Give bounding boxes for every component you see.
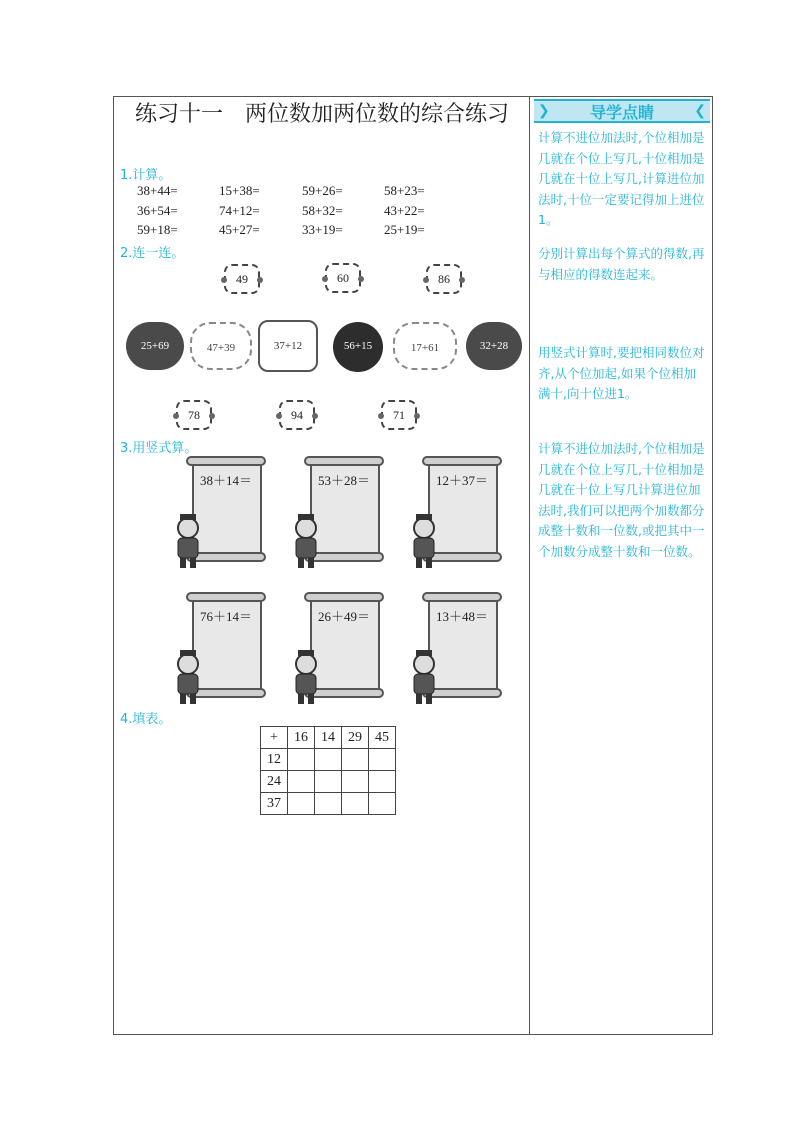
scroll-expression: 76＋14＝: [200, 609, 253, 624]
section-1-heading: 1.计算。: [120, 168, 172, 183]
answer-tag[interactable]: 86: [426, 264, 462, 294]
table-cell[interactable]: [369, 749, 396, 771]
calc-item: 43+22=: [384, 203, 425, 218]
chevron-left-icon: ❮: [694, 104, 706, 119]
calc-item: 15+38=: [219, 183, 260, 198]
table-row-header: 24: [261, 771, 288, 793]
hint-text: 计算不进位加法时,个位相加是几就在个位上写几,十位相加是几就在十位上写几,计算进位加法时,十位一定要记得加上进位1。: [538, 130, 705, 228]
pig-character-icon: [288, 514, 324, 570]
section-4-heading: 4.填表。: [120, 712, 172, 727]
table-cell[interactable]: [288, 749, 315, 771]
page-title: 练习十一 两位数加两位数的综合练习: [134, 102, 509, 127]
scroll-expression: 26＋49＝: [318, 609, 371, 624]
calc-item: 59+18=: [137, 222, 178, 237]
calc-item: 59+26=: [302, 183, 343, 198]
column-divider: [529, 96, 530, 1035]
table-col-header: 16: [288, 727, 315, 749]
pig-character-icon: [288, 650, 324, 706]
pig-character-icon: [170, 514, 206, 570]
table-col-header: 29: [342, 727, 369, 749]
pig-expression[interactable]: 32+28: [466, 322, 522, 370]
section-3-heading: 3.用竖式算。: [120, 441, 198, 456]
table-cell[interactable]: [315, 749, 342, 771]
calc-item: 36+54=: [137, 203, 178, 218]
answer-tag[interactable]: 49: [224, 264, 260, 294]
calc-item: 58+32=: [302, 203, 343, 218]
pig-expression[interactable]: 25+69: [126, 322, 184, 370]
table-col-header: 14: [315, 727, 342, 749]
answer-tag[interactable]: 60: [325, 263, 361, 293]
hint-text: 分别计算出每个算式的得数,再与相应的得数连起来。: [538, 246, 705, 282]
addition-table: [260, 726, 396, 815]
table-row-header: 37: [261, 793, 288, 815]
table-cell[interactable]: [369, 793, 396, 815]
scroll-expression: 53＋28＝: [318, 473, 371, 488]
table-cell[interactable]: [342, 771, 369, 793]
table-row-header: 12: [261, 749, 288, 771]
hint-text: 用竖式计算时,要把相同数位对齐,从个位加起,如果个位相加满十,向十位进1。: [538, 345, 705, 402]
dog-expression[interactable]: 37+12: [258, 320, 318, 372]
sheep-expression[interactable]: 47+39: [190, 322, 252, 370]
hint-text: 计算不进位加法时,个位相加是几就在个位上写几,十位相加是几就在十位上写几计算进位加法时,我们可以把两个加数都分成整十数和一位数,或把其中一个加数分成整十数和一位数。: [538, 441, 705, 559]
section-2-heading: 2.连一连。: [120, 246, 185, 261]
calc-item: 74+12=: [219, 203, 260, 218]
calc-item: 45+27=: [219, 222, 260, 237]
pig-character-icon: [406, 514, 442, 570]
scroll-expression: 13＋48＝: [436, 609, 489, 624]
table-col-header: 45: [369, 727, 396, 749]
hint-header: [534, 99, 710, 123]
pig-character-icon: [170, 650, 206, 706]
calc-item: 25+19=: [384, 222, 425, 237]
calc-item: 58+23=: [384, 183, 425, 198]
scroll-expression: 38＋14＝: [200, 473, 253, 488]
calc-item: 33+19=: [302, 222, 343, 237]
calc-item: 38+44=: [137, 183, 178, 198]
table-cell[interactable]: [288, 793, 315, 815]
table-cell[interactable]: [288, 771, 315, 793]
scroll-expression: 12＋37＝: [436, 473, 489, 488]
table-cell[interactable]: [369, 771, 396, 793]
pig-character-icon: [406, 650, 442, 706]
sheep-expression[interactable]: 17+61: [393, 322, 457, 370]
answer-tag[interactable]: 94: [279, 400, 315, 430]
table-cell[interactable]: [315, 793, 342, 815]
answer-tag[interactable]: 71: [381, 400, 417, 430]
table-cell[interactable]: [315, 771, 342, 793]
apple-expression[interactable]: 56+15: [333, 322, 383, 372]
answer-tag[interactable]: 78: [176, 400, 212, 430]
table-cell[interactable]: [342, 749, 369, 771]
hint-header-label: 导学点睛: [589, 103, 654, 122]
table-corner: +: [261, 727, 288, 749]
chevron-right-icon: ❯: [538, 104, 550, 119]
table-cell[interactable]: [342, 793, 369, 815]
